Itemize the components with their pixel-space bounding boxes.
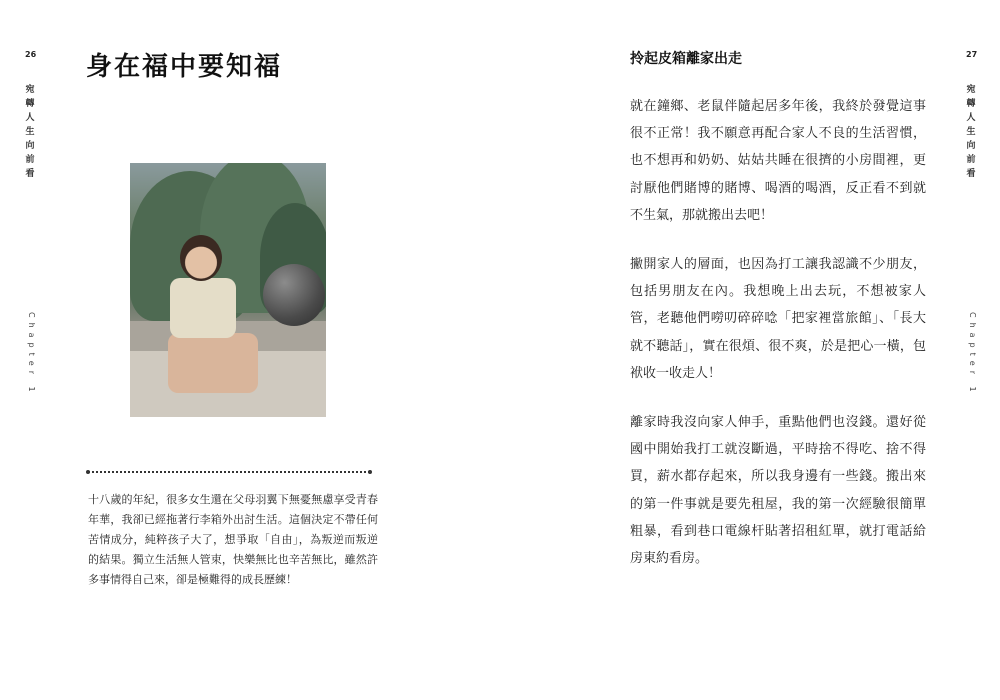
- photo-caption: 十八歲的年紀，很多女生還在父母羽翼下無憂無慮享受青春年華，我卻已經拖著行李箱外出討生活。這個決定不帶任何苦情成分，純粹孩子大了，想爭取「自由」，為叛逆而叛逆的結果。獨立生活無人管束，快樂無比也辛苦無比，雖然許多事情得自己來，卻是極難得的成長歷練！: [88, 493, 378, 586]
- running-title-char: 前: [25, 155, 35, 165]
- page-number: 26: [25, 50, 37, 59]
- body-paragraph: 離家時我沒向家人伸手，重點他們也沒錢。還好從國中開始我打工就沒斷過，平時捨不得吃、捨不得買，薪水都存起來，所以我身邊有一些錢。搬出來的第一件事就是要先租屋，我的第一次經驗很簡單粗暴，看到巷口電線杆貼著招租紅單，就打電話給房東約看房。: [630, 415, 926, 567]
- right-page: [500, 0, 1000, 700]
- running-title-char: 向: [25, 141, 35, 151]
- running-title-char: 生: [966, 127, 976, 137]
- running-title-char: 轉: [25, 99, 35, 109]
- running-title-char: 向: [966, 141, 976, 151]
- running-title-char: 看: [25, 169, 35, 179]
- running-title-char: 轉: [966, 99, 976, 109]
- chapter-label: Chapter 1: [968, 312, 977, 397]
- body-text: [630, 93, 926, 594]
- page-title: 身在福中要知福: [86, 52, 283, 82]
- photo-child-body: [170, 278, 236, 338]
- child-photo: [130, 163, 326, 417]
- running-title: [24, 83, 36, 181]
- body-paragraph: 撇開家人的層面，也因為打工讓我認識不少朋友，包括男朋友在內。我想晚上出去玩，不想被家人管，老聽他們嘮叨碎碎唸「把家裡當旅館」、「長大就不聽話」，實在很煩、很不爽，於是把心一橫，包袱收一收走人！: [630, 257, 926, 381]
- running-title-char: 看: [966, 169, 976, 179]
- running-title-char: 人: [966, 113, 976, 123]
- dotted-divider: [88, 471, 370, 473]
- running-title: [965, 83, 977, 181]
- page-number: 27: [966, 50, 978, 59]
- photo-child-legs: [168, 333, 258, 393]
- photo-child-head: [180, 235, 222, 281]
- photo-stone-ball: [263, 264, 325, 326]
- running-title-char: 前: [966, 155, 976, 165]
- running-title-char: 人: [25, 113, 35, 123]
- body-paragraph: 就在鐘鄉、老鼠伴隨起居多年後，我終於發覺這事很不正常！我不願意再配合家人不良的生活習慣，也不想再和奶奶、姑姑共睡在很擠的小房間裡，更討厭他們賭博的賭博、喝酒的喝酒，反正看不到就不生氣，那就搬出去吧！: [630, 99, 926, 223]
- running-title-char: 生: [25, 127, 35, 137]
- running-title-char: 宛: [966, 85, 976, 95]
- section-subtitle: 拎起皮箱離家出走: [630, 51, 742, 67]
- chapter-label: Chapter 1: [27, 312, 36, 397]
- running-title-char: 宛: [25, 85, 35, 95]
